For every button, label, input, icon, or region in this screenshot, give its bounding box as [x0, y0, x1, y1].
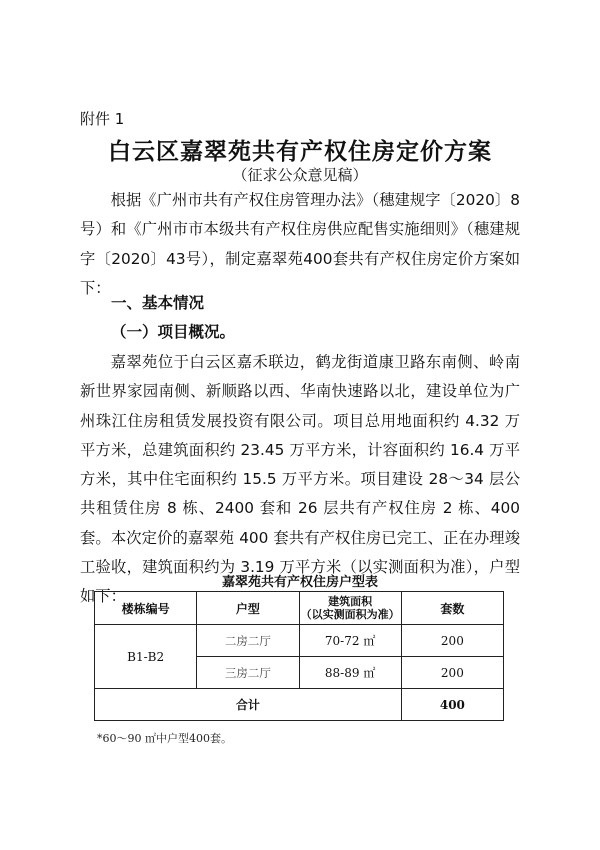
subsection-heading-overview: （一）项目概况。	[111, 323, 236, 341]
section-heading-basic-info: 一、基本情况	[111, 294, 205, 312]
intro-section	[80, 186, 520, 303]
overview-paragraph: 嘉翠苑位于白云区嘉禾联边，鹤龙街道康卫路东南侧、岭南新世界家园南侧、新顺路以西、华南快速路以北，建设单位为广州珠江住房租赁发展投资有限公司。项目总用地面积约 4.32 万平方米，总建筑面积约 23.45 万平方米，计容面积约 16.4 万平方米，其中住宅面积约 15.5 万平方米。项目建设 28～34 层公共租赁住房 8 栋、2400 套和 26 层共有产权住房 2 栋、400 套。本次定价的嘉翠苑 400 套共有产权住房已完工、正在办理竣工验收，建筑面积约为 3.19 万平方米（以实测面积为准），户型如下：	[80, 353, 520, 606]
cell-count: 200	[401, 657, 503, 689]
header-count: 套数	[401, 592, 503, 625]
cell-plan: 三房二厅	[197, 657, 299, 689]
document-subtitle: （征求公众意见稿）	[232, 166, 368, 184]
cell-total-count: 400	[401, 689, 503, 721]
attachment-label: 附件 1	[80, 110, 125, 128]
header-building: 楼栋编号	[95, 592, 197, 625]
header-area-line2: （以实测面积为准）	[300, 608, 400, 621]
cell-building-id: B1-B2	[95, 625, 197, 689]
table-total-row	[95, 689, 504, 721]
table-footnote: *60～90 ㎡中户型400套。	[97, 732, 232, 745]
header-area-line1: 建筑面积	[328, 595, 373, 608]
cell-total-label: 合计	[95, 689, 402, 721]
intro-paragraph: 根据《广州市共有产权住房管理办法》（穗建规字〔2020〕8号）和《广州市市本级共有产权住房供应配售实施细则》（穗建规字〔2020〕43号），制定嘉翠苑400套共有产权住房定价方案如下：	[80, 191, 520, 297]
header-area	[299, 592, 401, 625]
cell-count: 200	[401, 625, 503, 657]
unit-type-table	[94, 591, 504, 721]
cell-area: 88-89 ㎡	[299, 657, 401, 689]
cell-plan: 二房二厅	[197, 625, 299, 657]
table-row	[95, 625, 504, 657]
table-header-row	[95, 592, 504, 625]
header-plan: 户型	[197, 592, 299, 625]
cell-area: 70-72 ㎡	[299, 625, 401, 657]
table-caption: 嘉翠苑共有产权住房户型表	[221, 575, 378, 590]
document-title: 白云区嘉翠苑共有产权住房定价方案	[108, 138, 492, 165]
